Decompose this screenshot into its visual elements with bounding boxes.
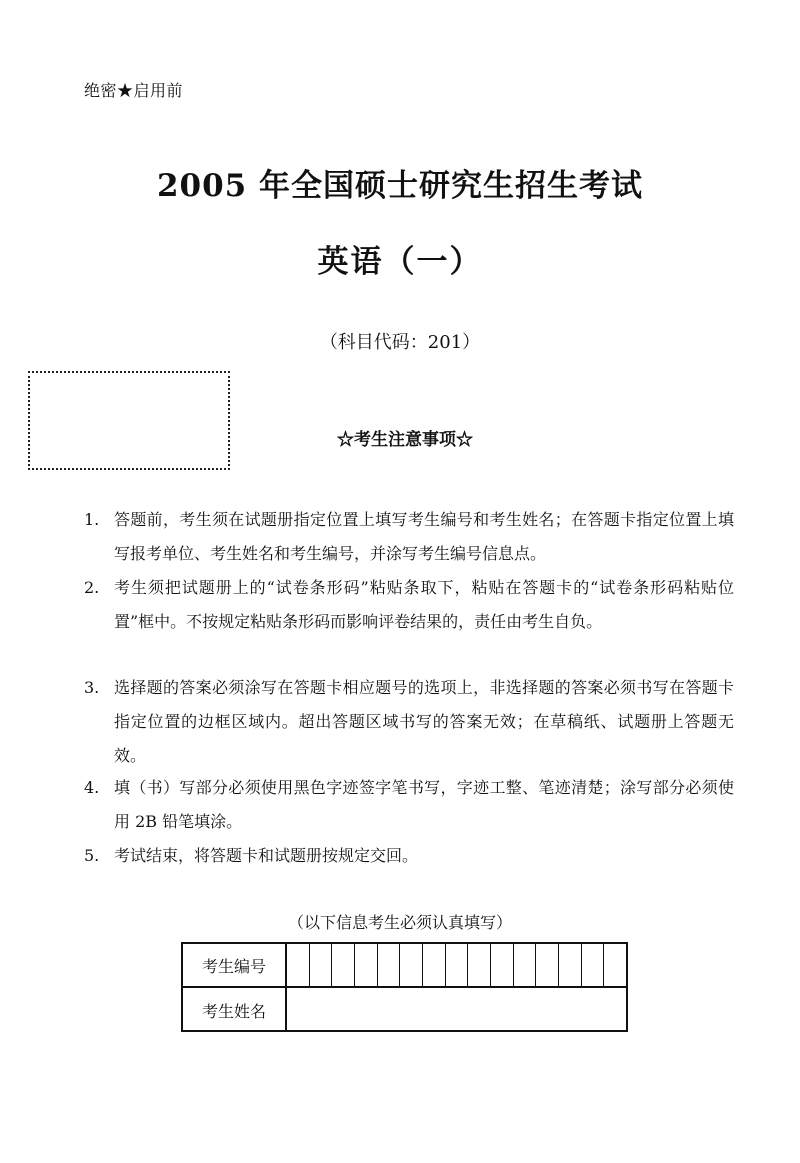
- candidate-number-digit-cell[interactable]: [582, 944, 605, 986]
- notice-item-text: 选择题的答案必须涂写在答题卡相应题号的选项上，非选择题的答案必须书写在答题卡指定位置的边框区域内。超出答题区域书写的答案无效；在草稿纸、试题册上答题无效。: [114, 678, 734, 765]
- barcode-sticker-area: [28, 371, 230, 470]
- notice-item: [84, 571, 734, 639]
- notice-item: [84, 839, 734, 873]
- notice-item-number: 3.: [84, 678, 100, 697]
- subject-code: （科目代码：201）: [319, 332, 481, 353]
- candidate-info-table: [181, 942, 628, 1032]
- candidate-number-digit-cell[interactable]: [491, 944, 514, 986]
- notice-item-number: 2.: [84, 578, 100, 597]
- notice-item-text: 考试结束，将答题卡和试题册按规定交回。: [114, 846, 419, 865]
- candidate-number-digit-cell[interactable]: [287, 944, 310, 986]
- candidate-number-cells[interactable]: [287, 944, 626, 986]
- candidate-number-digit-cell[interactable]: [446, 944, 469, 986]
- confidentiality-mark: 绝密★启用前: [84, 81, 184, 100]
- candidate-number-digit-cell[interactable]: [378, 944, 401, 986]
- notice-item-text: 考生须把试题册上的“试卷条形码”粘贴条取下，粘贴在答题卡的“试卷条形码粘贴位置”框中。不按规定粘贴条形码而影响评卷结果的，责任由考生自负。: [114, 578, 734, 631]
- candidate-name-label: 考生姓名: [183, 988, 287, 1032]
- notice-heading: ☆考生注意事项☆: [337, 430, 473, 450]
- candidate-number-digit-cell[interactable]: [604, 944, 626, 986]
- candidate-number-digit-cell[interactable]: [536, 944, 559, 986]
- info-form-caption: （以下信息考生必须认真填写）: [287, 913, 512, 932]
- notice-item: [84, 671, 734, 773]
- exam-title: 2005 年全国硕士研究生招生考试: [156, 168, 644, 204]
- candidate-number-label: 考生编号: [183, 944, 287, 986]
- notice-item: [84, 503, 734, 571]
- candidate-number-digit-cell[interactable]: [332, 944, 355, 986]
- notice-item: [84, 771, 734, 839]
- notice-item-number: 5.: [84, 846, 100, 865]
- exam-subtitle: 英语（一）: [317, 244, 483, 280]
- candidate-number-digit-cell[interactable]: [514, 944, 537, 986]
- candidate-number-digit-cell[interactable]: [559, 944, 582, 986]
- candidate-name-row: [183, 988, 626, 1032]
- notice-item-number: 1.: [84, 510, 100, 529]
- candidate-number-digit-cell[interactable]: [400, 944, 423, 986]
- candidate-name-field[interactable]: [287, 988, 626, 1032]
- candidate-number-digit-cell[interactable]: [423, 944, 446, 986]
- notice-item-text: 填（书）写部分必须使用黑色字迹签字笔书写，字迹工整、笔迹清楚；涂写部分必须使用 2B 铅笔填涂。: [114, 778, 734, 831]
- notice-item-number: 4.: [84, 778, 100, 797]
- candidate-number-digit-cell[interactable]: [355, 944, 378, 986]
- candidate-number-row: [183, 944, 626, 988]
- candidate-number-digit-cell[interactable]: [468, 944, 491, 986]
- candidate-number-digit-cell[interactable]: [310, 944, 333, 986]
- notice-item-text: 答题前，考生须在试题册指定位置上填写考生编号和考生姓名；在答题卡指定位置上填写报考单位、考生姓名和考生编号，并涂写考生编号信息点。: [114, 510, 734, 563]
